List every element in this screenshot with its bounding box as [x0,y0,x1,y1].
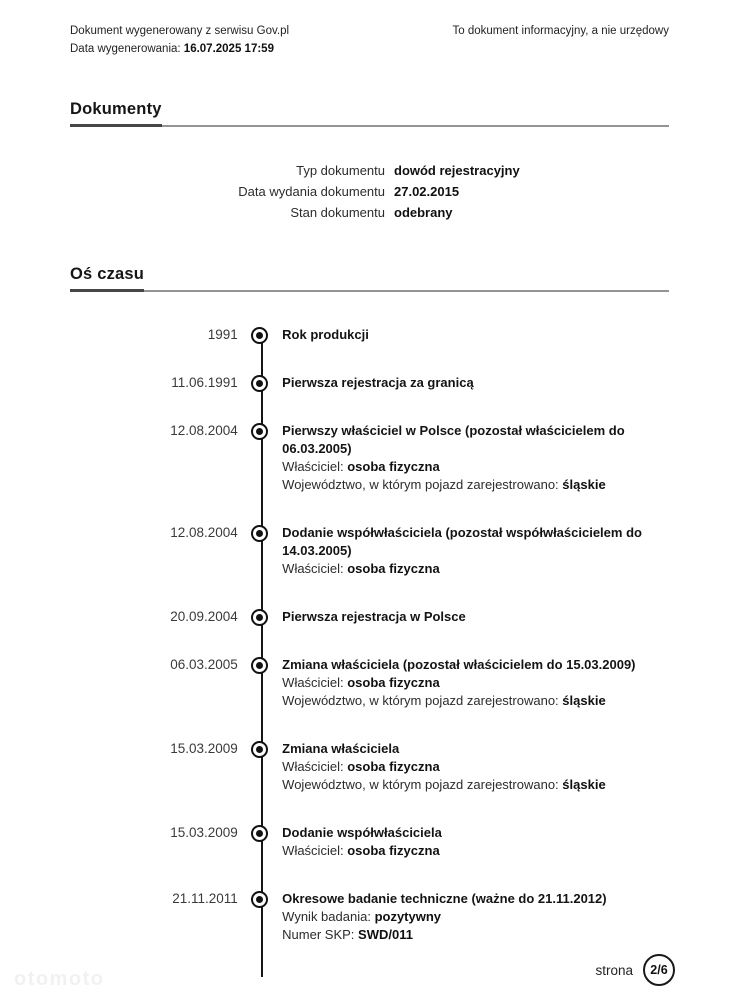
header-info-note: To dokument informacyjny, a nie urzędowy [452,25,669,37]
timeline-event [70,740,669,794]
event-detail: Numer SKP: SWD/011 [282,927,413,942]
timeline-event [70,374,669,392]
documents-section-head [70,100,669,127]
event-detail: Województwo, w którym pojazd zarejestrowano: śląskie [282,777,606,792]
event-title: Pierwsza rejestracja za granicą [282,375,474,390]
timeline [70,326,669,944]
event-title: Pierwsza rejestracja w Polsce [282,609,466,624]
event-detail: Województwo, w którym pojazd zarejestrowano: śląskie [282,477,606,492]
kv-row-issue-date [70,181,669,202]
timeline-node-icon [251,327,268,344]
event-date: 12.08.2004 [170,423,238,438]
event-detail: Właściciel: osoba fizyczna [282,759,440,774]
kv-label: Data wydania dokumentu [238,184,385,199]
timeline-section-title: Oś czasu [70,265,144,292]
event-detail: Właściciel: osoba fizyczna [282,561,440,576]
event-title: Dodanie współwłaściciela [282,825,442,840]
event-title: Zmiana właściciela (pozostał właścicielem do 15.03.2009) [282,657,636,672]
event-title: Rok produkcji [282,327,369,342]
kv-row-document-type [70,160,669,181]
event-date: 20.09.2004 [170,609,238,624]
event-detail: Właściciel: osoba fizyczna [282,675,440,690]
timeline-node-icon [251,741,268,758]
event-detail: Właściciel: osoba fizyczna [282,459,440,474]
timeline-node-icon [251,657,268,674]
timeline-event [70,656,669,710]
event-title: Pierwszy właściciel w Polsce (pozostał właścicielem do 06.03.2005) [282,423,625,456]
timeline-event [70,890,669,944]
timeline-event [70,422,669,494]
event-detail: Województwo, w którym pojazd zarejestrowano: śląskie [282,693,606,708]
event-date: 06.03.2005 [170,657,238,672]
kv-value: 27.02.2015 [394,184,460,199]
kv-value: dowód rejestracyjny [394,163,520,178]
timeline-event [70,326,669,344]
page-indicator-badge: 2/6 [643,954,675,986]
document-properties [70,160,669,223]
header-generated-line [70,40,289,58]
generated-label: Data wygenerowania: [70,43,181,55]
kv-value: odebrany [394,205,453,220]
timeline-node-icon [251,423,268,440]
timeline-node-icon [251,891,268,908]
timeline-node-icon [251,609,268,626]
header-source-line: Dokument wygenerowany z serwisu Gov.pl [70,25,290,37]
timeline-node-icon [251,825,268,842]
timeline-event [70,824,669,860]
event-date: 15.03.2009 [170,741,238,756]
timeline-event [70,524,669,578]
event-detail: Wynik badania: pozytywny [282,909,442,924]
event-title: Zmiana właściciela [282,741,400,756]
page-header [70,22,669,58]
event-date: 11.06.1991 [171,375,238,390]
generated-value: 16.07.2025 17:59 [183,43,274,55]
kv-row-document-state [70,202,669,223]
timeline-node-icon [251,525,268,542]
watermark: otomoto [14,968,105,990]
page-footer [595,954,675,986]
event-date: 12.08.2004 [170,525,238,540]
event-date: 1991 [207,327,238,342]
event-date: 21.11.2011 [172,891,238,906]
header-left [70,22,289,58]
timeline-event [70,608,669,626]
kv-label: Typ dokumentu [296,163,385,178]
timeline-section-head [70,265,669,292]
timeline-node-icon [251,375,268,392]
kv-label: Stan dokumentu [290,205,385,220]
documents-section-title: Dokumenty [70,100,162,127]
event-detail: Właściciel: osoba fizyczna [282,843,440,858]
event-date: 15.03.2009 [170,825,238,840]
event-title: Dodanie współwłaściciela (pozostał współwłaścicielem do 14.03.2005) [282,525,642,558]
page-number-label: strona [595,962,633,978]
event-title: Okresowe badanie techniczne (ważne do 21.11.2012) [282,891,607,906]
